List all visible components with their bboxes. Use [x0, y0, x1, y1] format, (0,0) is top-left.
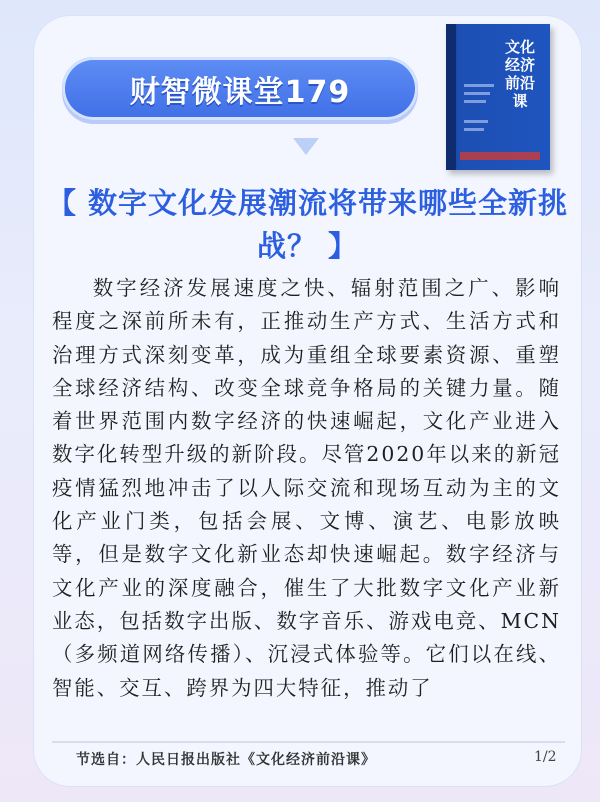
book-spine	[446, 24, 456, 170]
page-indicator: 1/2	[534, 749, 557, 765]
cover-line	[464, 84, 494, 87]
header-title: 财智微课堂179	[129, 74, 351, 110]
source-citation: 节选自：人民日报出版社《文化经济前沿课》	[76, 752, 376, 768]
cover-line	[464, 128, 484, 131]
cover-line	[464, 100, 486, 103]
footer-divider	[52, 741, 565, 743]
cover-line	[464, 120, 488, 123]
cover-publisher-band	[460, 152, 540, 160]
header-pill	[62, 57, 418, 120]
cover-line	[464, 92, 490, 95]
book-cover	[446, 24, 550, 170]
article-title: 【 数字文化发展潮流将带来哪些全新挑战？ 】	[46, 186, 569, 263]
article-body: 数字经济发展速度之快、辐射范围之广、影响程度之深前所未有，正推动生产方式、生活方式和治理方式深刻变革，成为重组全球要素资源、重塑全球经济结构、改变全球竞争格局的关键力量。随着世界范围内数字经济的快速崛起，文化产业进入数字化转型升级的新阶段。尽管2020年以来的新冠疫情猛烈地冲击了以人际交流和现场互动为主的文化产业门类，包括会展、文博、演艺、电影放映等，但是数字文化新业态却快速崛起。数字经济与文化产业的深度融合，催生了大批数字文化产业新业态，包括数字出版、数字音乐、游戏电竞、MCN（多频道网络传播）、沉浸式体验等。它们以在线、智能、交互、跨界为四大特征，推动了	[52, 276, 561, 700]
book-title: 文化经济前沿课	[504, 38, 535, 110]
pointer-triangle-icon	[293, 138, 319, 155]
